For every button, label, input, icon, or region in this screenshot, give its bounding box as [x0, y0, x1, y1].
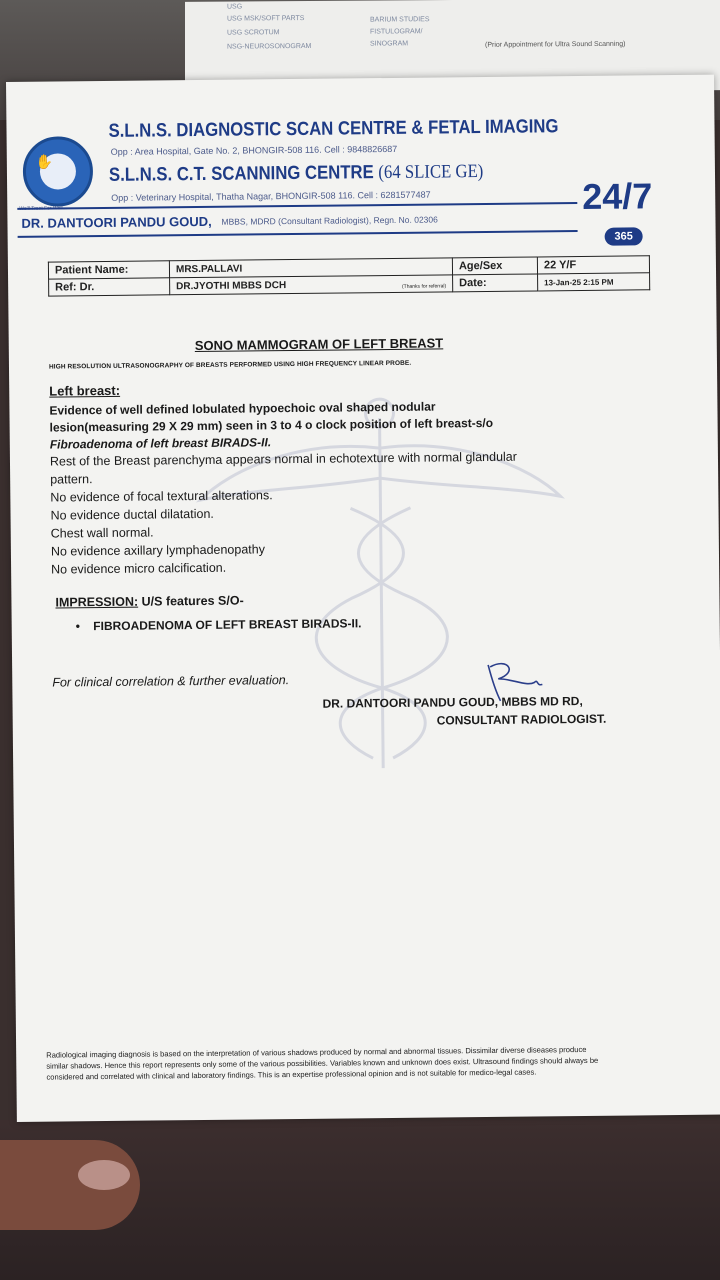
fingernail	[78, 1160, 130, 1190]
bullet-icon: •	[75, 619, 94, 634]
centre-name-ct: S.L.N.S. C.T. SCANNING CENTRE (64 SLICE GE)	[108, 161, 484, 186]
centre-name-diagnostic: S.L.N.S. DIAGNOSTIC SCAN CENTRE & FETAL IMAGING	[108, 116, 559, 142]
disclaimer: Radiological imaging diagnosis is based on the interpretation of various shadows produced by normal and abnormal tissues. Dissimilar diverse diseases produce similar shadows. Hence this report represents only some of the various possibilities. Variables known and unknown does exist. Ultrasound findings should always be considered and correlated with clinical and laboratory findings. This is an expertise professional opinion and is not suitable for medico-legal cases.	[46, 1044, 599, 1082]
finding-line: No evidence axillary lymphadenopathy	[50, 542, 265, 559]
technique-line: HIGH RESOLUTION ULTRASONOGRAPHY OF BREASTS PERFORMED USING HIGH FREQUENCY LINEAR PROBE.	[48, 359, 412, 371]
form-note: (Prior Appointment for Ultra Sound Scanning)	[485, 40, 626, 49]
referral-note: (Thanks for referral)	[401, 282, 447, 290]
form-option: BARIUM STUDIES	[370, 16, 430, 24]
finding-line: Evidence of well defined lobulated hypoechoic oval shaped nodular	[49, 399, 436, 418]
report-date: 13-Jan-25 2:15 PM	[538, 273, 650, 291]
badge-24-7: 24/7 365	[582, 175, 663, 246]
address-ct: Opp : Veterinary Hospital, Thatha Nagar, BHONGIR-508 116. Cell : 6281577487	[111, 189, 431, 203]
patient-details-table	[48, 255, 650, 296]
address-diagnostic: Opp : Area Hospital, Gate No. 2, BHONGIR-508 116. Cell : 9848826687	[110, 143, 398, 157]
form-option: USG MSK/SOFT PARTS	[227, 15, 305, 23]
form-option: USG	[227, 3, 243, 11]
patient-name-label: Patient Name:	[48, 261, 169, 279]
impression-item: • FIBROADENOMA OF LEFT BREAST BIRADS-II.	[75, 616, 362, 634]
report-title: SONO MAMMOGRAM OF LEFT BREAST	[194, 335, 444, 354]
finding-line: No evidence ductal dilatation.	[50, 506, 214, 523]
impression	[55, 594, 243, 610]
patient-name: MRS.PALLAVI	[169, 258, 452, 278]
finding-line: Rest of the Breast parenchyma appears normal in echotexture with normal glandular	[49, 449, 517, 469]
header-rule	[17, 202, 577, 210]
hand-icon: ✋	[35, 153, 54, 170]
centre-logo	[23, 136, 94, 207]
form-option: FISTULOGRAM/	[370, 28, 423, 36]
finding-line: lesion(measuring 29 X 29 mm) seen in 3 to 4 o clock position of left breast-s/o	[49, 415, 494, 435]
date-label: Date:	[453, 274, 538, 292]
finding-line: Chest wall normal.	[50, 525, 154, 541]
doctor-name: DR. DANTOORI PANDU GOUD,	[21, 213, 212, 231]
header-rule-bottom	[18, 230, 578, 238]
finding-diagnosis: Fibroadenoma of left breast BIRADS-II.	[49, 435, 272, 452]
signatory-title: CONSULTANT RADIOLOGIST.	[436, 711, 607, 728]
section-heading: Left breast:	[49, 382, 121, 399]
clinical-correlation: For clinical correlation & further evaluation.	[52, 673, 290, 690]
report-sheet	[6, 75, 720, 1122]
impression-text: U/S features S/O-	[141, 593, 244, 609]
finding-line: No evidence micro calcification.	[51, 560, 227, 577]
form-option: USG SCROTUM	[227, 29, 280, 37]
signatory-name: DR. DANTOORI PANDU GOUD, MBBS MD RD,	[322, 693, 583, 711]
form-option: SINOGRAM	[370, 40, 409, 48]
age-sex-label: Age/Sex	[452, 257, 537, 275]
form-option: NSG-NEUROSONOGRAM	[227, 42, 312, 51]
finding-line: No evidence of focal textural alterations.	[50, 488, 273, 505]
finding-line: pattern.	[50, 472, 93, 487]
doctor-qualifications: MBBS, MDRD (Consultant Radiologist), Regn. No. 02306	[221, 214, 438, 227]
impression-label: IMPRESSION:	[55, 594, 139, 610]
ref-label: Ref: Dr.	[49, 278, 170, 296]
referring-doctor: DR.JYOTHI MBBS DCH (Thanks for referral)	[170, 275, 453, 295]
age-sex: 22 Y/F	[537, 256, 649, 274]
